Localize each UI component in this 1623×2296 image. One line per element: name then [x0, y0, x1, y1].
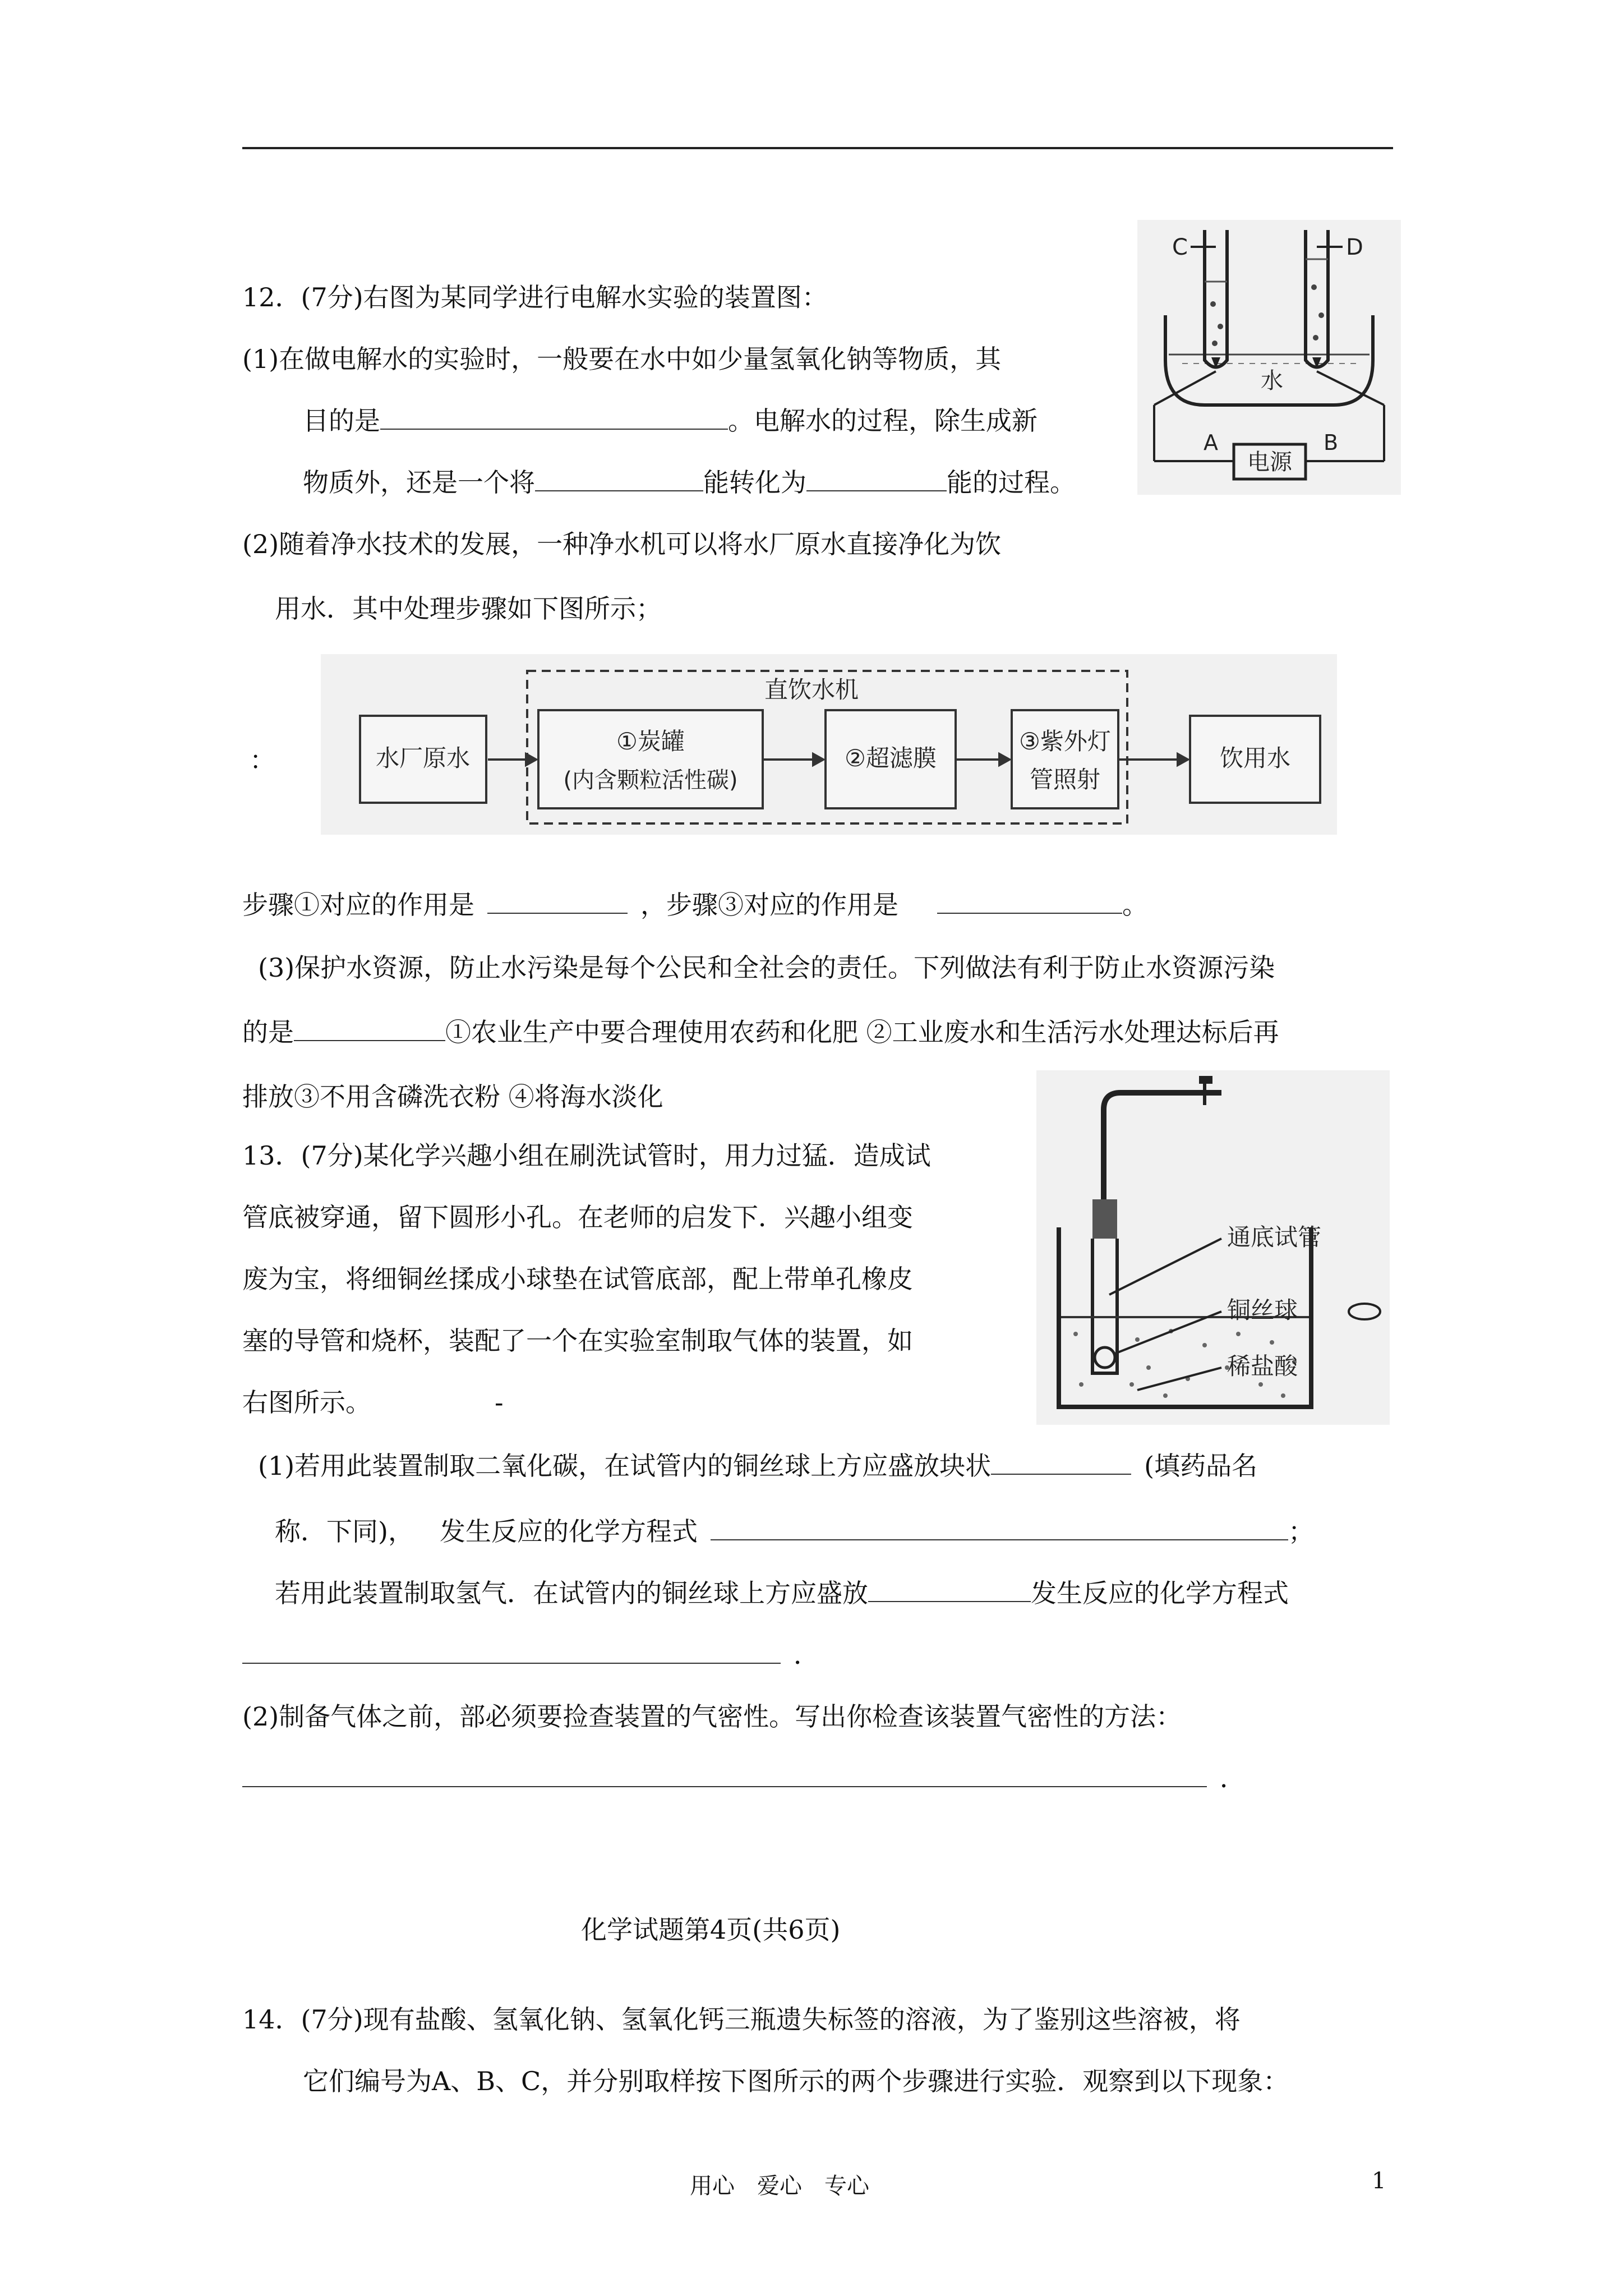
q13-intro: 13．(7分)某化学兴趣小组在刷洗试管时，用力过猛．造成试	[242, 1140, 931, 1171]
q13-line3: 废为宝，将细铜丝揉成小球垫在试管底部，配上带单孔橡皮	[242, 1264, 913, 1294]
q13-text: 称．下同)，	[275, 1516, 414, 1547]
q12-part1-line1: (1)在做电解水的实验时，一般要在水中如少量氢氧化钠等物质，其	[242, 344, 1002, 374]
answer-blank[interactable]	[806, 468, 947, 491]
terminal-b-label: B	[1324, 430, 1339, 455]
q12-steps-line	[242, 888, 1148, 922]
gas-apparatus-figure	[1036, 1070, 1390, 1425]
q13-line5	[242, 1386, 504, 1419]
q13-part1-line3	[275, 1576, 1289, 1610]
flow-box-carbon-line1: ①炭罐	[616, 728, 685, 755]
flow-box-carbon-line2: (内含颗粒活性碳)	[563, 767, 738, 793]
copper-ball-label: 铜丝球	[1227, 1296, 1298, 1324]
terminal-a-label: A	[1204, 430, 1218, 455]
q12-text: 物质外，还是一个将	[303, 467, 535, 498]
q14-line2: 它们编号为A、B、C，并分别取样按下图所示的两个步骤进行实验．观察到以下现象：	[303, 2066, 1289, 2096]
flow-box-raw-water-label: 水厂原水	[375, 744, 471, 772]
answer-blank[interactable]	[991, 1451, 1131, 1475]
answer-blank[interactable]	[242, 1764, 1207, 1787]
q13-text: 右图所示。	[242, 1387, 371, 1418]
answer-blank[interactable]	[868, 1579, 1031, 1602]
q12-part1-line2	[303, 404, 1038, 438]
flow-box-ultrafilter-label: ②超滤膜	[845, 744, 937, 772]
q13-part1-line4	[242, 1638, 819, 1672]
header-rule	[242, 147, 1393, 149]
q13-text: 发生反应的化学方程式	[439, 1516, 698, 1547]
flow-box-drinking-water-label: 饮用水	[1219, 744, 1291, 772]
q12-text: ，步骤③对应的作用是	[640, 890, 898, 920]
q12-text: ①农业生产中要合理使用农药和化肥 ②工业废水和生活污水处理达标后再	[445, 1017, 1279, 1047]
q12-text: 。电解水的过程，除生成新	[728, 406, 1038, 436]
q12-part3-line2	[242, 1015, 1279, 1049]
q12-part3-line1: (3)保护水资源，防止水污染是每个公民和全社会的责任。下列做法有利于防止水资源污染	[258, 953, 1275, 983]
q13-text: ．	[1220, 1763, 1246, 1793]
answer-blank[interactable]	[535, 468, 703, 491]
electrolysis-figure	[1137, 220, 1401, 495]
q14-line1: 14．(7分)现有盐酸、氢氧化钠、氢氧化钙三瓶遗失标签的溶液，为了鉴别这些溶被，将	[242, 2004, 1241, 2035]
q12-text: 目的是	[303, 406, 380, 436]
q12-text: 的是	[242, 1017, 294, 1047]
answer-blank[interactable]	[380, 406, 728, 430]
q12-text: 能的过程。	[947, 467, 1076, 498]
page-number: 1	[1372, 2168, 1386, 2194]
q12-part3-line3: 排放③不用含磷洗衣粉 ④将海水淡化	[242, 1082, 663, 1112]
q13-part2-line1: (2)制备气体之前，部必须要捡查装置的气密性。写出你检查该装置气密性的方法：	[242, 1701, 1182, 1732]
q13-part2-line2	[242, 1761, 1246, 1795]
q13-text: 若用此装置制取氢气．在试管内的铜丝球上方应盛放	[275, 1578, 868, 1608]
answer-blank[interactable]	[937, 890, 1122, 914]
power-supply-label: 电源	[1247, 449, 1292, 475]
flow-box-carbon	[538, 710, 763, 808]
q13-text: (1)若用此装置制取二氧化碳，在试管内的铜丝球上方应盛放块状	[258, 1451, 992, 1481]
electrode-d-label: D	[1346, 234, 1363, 260]
q12-intro: 12．(7分)右图为某同学进行电解水实验的装置图：	[242, 282, 828, 312]
q12-part2-line2: 用水．其中处理步骤如下图所示；	[275, 593, 662, 624]
page-note: 化学试题第4页(共6页)	[581, 1915, 841, 1945]
q12-text: 步骤①对应的作用是	[242, 890, 474, 920]
q12-text: 。	[1122, 890, 1148, 920]
flow-box-uv-line1: ③紫外灯	[1019, 728, 1111, 755]
q12-part2-line1: (2)随着净水技术的发展，一种净水机可以将水厂原水直接净化为饮	[242, 529, 1002, 559]
water-label: 水	[1261, 368, 1283, 394]
q13-text: ．	[794, 1640, 819, 1670]
q13-line2: 管底被穿通，留下圆形小孔。在老师的启发下．兴趣小组变	[242, 1202, 913, 1232]
q13-text: (填药品名	[1144, 1451, 1258, 1481]
q13-text: ；	[1288, 1516, 1314, 1547]
electrode-c-label: C	[1172, 234, 1188, 260]
flow-box-uv	[1012, 710, 1118, 808]
open-tube-label: 通底试管	[1227, 1223, 1322, 1251]
machine-label: 直饮水机	[764, 676, 859, 703]
q13-part1-line2	[275, 1515, 1314, 1548]
q12-part1-line3	[303, 466, 1076, 499]
answer-blank[interactable]	[294, 1018, 445, 1041]
answer-blank[interactable]	[487, 890, 628, 914]
water-purification-flow	[321, 654, 1337, 835]
dilute-acid-label: 稀盐酸	[1227, 1352, 1298, 1380]
q12-text: 能转化为	[703, 467, 806, 498]
flow-colon: ：	[250, 745, 275, 775]
flow-box-uv-line2: 管照射	[1029, 766, 1101, 793]
q13-dash: -	[495, 1387, 504, 1418]
q13-line4: 塞的导管和烧杯，装配了一个在实验室制取气体的装置，如	[242, 1326, 913, 1356]
answer-blank[interactable]	[711, 1517, 1288, 1540]
footer-motto: 用心 爱心 专心	[690, 2173, 869, 2199]
answer-blank[interactable]	[242, 1640, 781, 1664]
q13-text: 发生反应的化学方程式	[1031, 1578, 1289, 1608]
q13-part1-line1	[258, 1449, 1257, 1483]
